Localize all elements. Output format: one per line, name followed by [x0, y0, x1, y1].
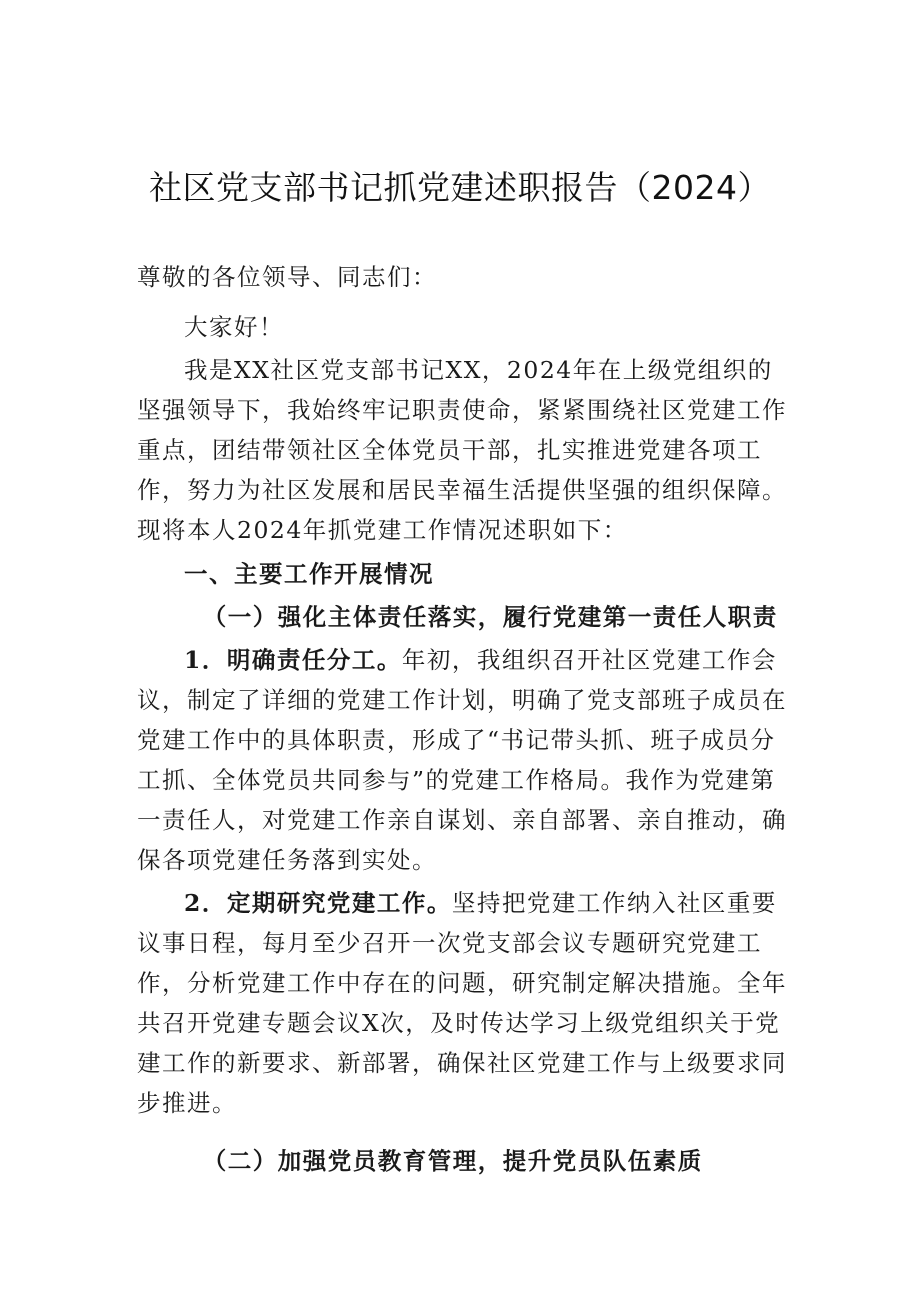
- document-body: [137, 257, 797, 1181]
- item-paragraph-1: [137, 640, 797, 880]
- item-text-2: 坚持把党建工作纳入社区重要议事日程，每月至少召开一次党支部会议专题研究党建工作，分析党建工作中存在的问题，研究制定解决措施。全年共召开党建专题会议X次，及时传达学习上级党组织关于党建工作的新要求、新部署，确保社区党建工作与上级要求同步推进。: [137, 889, 787, 1117]
- item-text-1: 年初，我组织召开社区党建工作会议，制定了详细的党建工作计划，明确了党支部班子成员在党建工作中的具体职责，形成了“书记带头抓、班子成员分工抓、全体党员共同参与”的党建工作格局。我作为党建第一责任人，对党建工作亲自谋划、亲自部署、亲自推动，确保各项党建任务落到实处。: [137, 646, 787, 874]
- section-heading-1: 一、主要工作开展情况: [184, 560, 434, 588]
- subsection-heading-2: （二）加强党员教育管理，提升党员队伍素质: [202, 1147, 703, 1175]
- salutation: 尊敬的各位领导、同志们：: [137, 263, 437, 291]
- subsection-heading-1: （一）强化主体责任落实，履行党建第一责任人职责: [202, 603, 778, 631]
- intro-paragraph: 我是XX社区党支部书记XX，2024年在上级党组织的坚强领导下，我始终牢记职责使命，紧紧围绕社区党建工作重点，团结带领社区全体党员干部，扎实推进党建各项工作，努力为社区发展和居民幸福生活提供坚强的组织保障。现将本人2024年抓党建工作情况述职如下：: [137, 356, 787, 544]
- item-lead-1: 1．明确责任分工。: [184, 646, 402, 674]
- item-lead-2: 2．定期研究党建工作。: [184, 889, 452, 917]
- document-title: 社区党支部书记抓党建述职报告（2024）: [149, 168, 771, 207]
- greeting: 大家好！: [184, 313, 284, 341]
- item-paragraph-2: [137, 883, 797, 1123]
